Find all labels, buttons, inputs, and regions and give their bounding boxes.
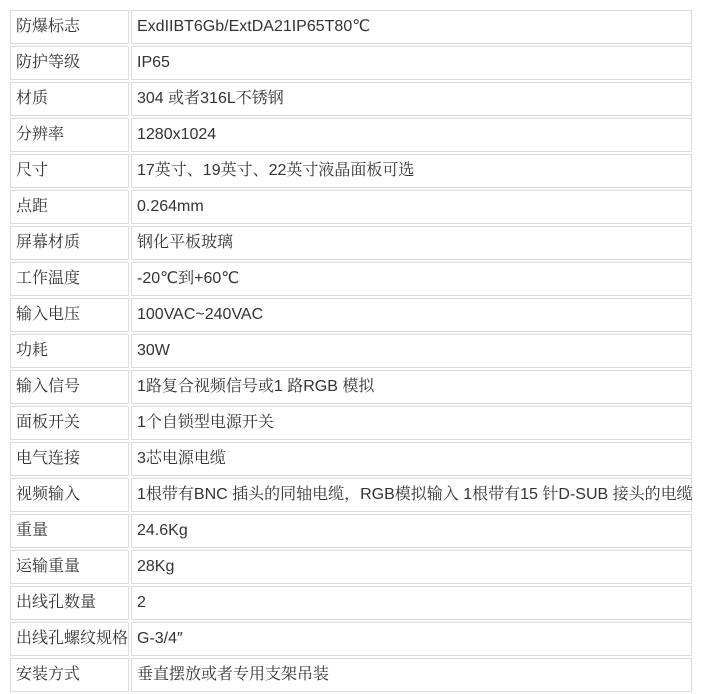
spec-label-cell: 重量 — [10, 514, 129, 548]
spec-table-body — [10, 10, 692, 692]
spec-row — [10, 334, 692, 368]
spec-row — [10, 622, 692, 656]
spec-row — [10, 370, 692, 404]
spec-value-cell: 0.264mm — [131, 190, 692, 224]
spec-value-cell: 垂直摆放或者专用支架吊装 — [131, 658, 692, 692]
spec-row — [10, 298, 692, 332]
spec-row — [10, 658, 692, 692]
spec-label-cell: 视频输入 — [10, 478, 129, 512]
spec-value-cell: 304 或者316L不锈钢 — [131, 82, 692, 116]
spec-label-cell: 功耗 — [10, 334, 129, 368]
spec-label-cell: 安装方式 — [10, 658, 129, 692]
spec-value-cell: 3芯电源电缆 — [131, 442, 692, 476]
spec-label-cell: 输入信号 — [10, 370, 129, 404]
spec-value-cell: 24.6Kg — [131, 514, 692, 548]
spec-label-cell: 出线孔数量 — [10, 586, 129, 620]
spec-value-cell: 30W — [131, 334, 692, 368]
spec-row — [10, 262, 692, 296]
spec-label-cell: 电气连接 — [10, 442, 129, 476]
spec-value-cell: IP65 — [131, 46, 692, 80]
spec-label-cell: 工作温度 — [10, 262, 129, 296]
spec-value-cell: 钢化平板玻璃 — [131, 226, 692, 260]
spec-row — [10, 586, 692, 620]
spec-value-cell: 2 — [131, 586, 692, 620]
spec-label-cell: 屏幕材质 — [10, 226, 129, 260]
spec-label-cell: 点距 — [10, 190, 129, 224]
spec-label-cell: 面板开关 — [10, 406, 129, 440]
spec-row — [10, 190, 692, 224]
spec-value-cell: 1个自锁型电源开关 — [131, 406, 692, 440]
spec-value-cell: G-3/4″ — [131, 622, 692, 656]
spec-label-cell: 尺寸 — [10, 154, 129, 188]
spec-table — [8, 8, 694, 694]
spec-row — [10, 514, 692, 548]
spec-row — [10, 406, 692, 440]
spec-value-cell: 17英寸、19英寸、22英寸液晶面板可选 — [131, 154, 692, 188]
spec-row — [10, 550, 692, 584]
spec-value-cell: 1根带有BNC 插头的同轴电缆，RGB模拟输入 1根带有15 针D-SUB 接头的电缆 — [131, 478, 692, 512]
spec-value-cell: -20℃到+60℃ — [131, 262, 692, 296]
spec-label-cell: 分辨率 — [10, 118, 129, 152]
spec-row — [10, 226, 692, 260]
spec-row — [10, 46, 692, 80]
spec-value-cell: 28Kg — [131, 550, 692, 584]
spec-value-cell: 1路复合视频信号或1 路RGB 模拟 — [131, 370, 692, 404]
spec-label-cell: 运输重量 — [10, 550, 129, 584]
spec-label-cell: 出线孔螺纹规格 — [10, 622, 129, 656]
spec-label-cell: 材质 — [10, 82, 129, 116]
spec-label-cell: 防爆标志 — [10, 10, 129, 44]
spec-row — [10, 82, 692, 116]
spec-label-cell: 输入电压 — [10, 298, 129, 332]
spec-value-cell: 1280x1024 — [131, 118, 692, 152]
spec-row — [10, 118, 692, 152]
spec-value-cell: ExdIIBT6Gb/ExtDA21IP65T80℃ — [131, 10, 692, 44]
spec-value-cell: 100VAC~240VAC — [131, 298, 692, 332]
spec-row — [10, 442, 692, 476]
spec-label-cell: 防护等级 — [10, 46, 129, 80]
spec-row — [10, 478, 692, 512]
spec-row — [10, 10, 692, 44]
spec-row — [10, 154, 692, 188]
